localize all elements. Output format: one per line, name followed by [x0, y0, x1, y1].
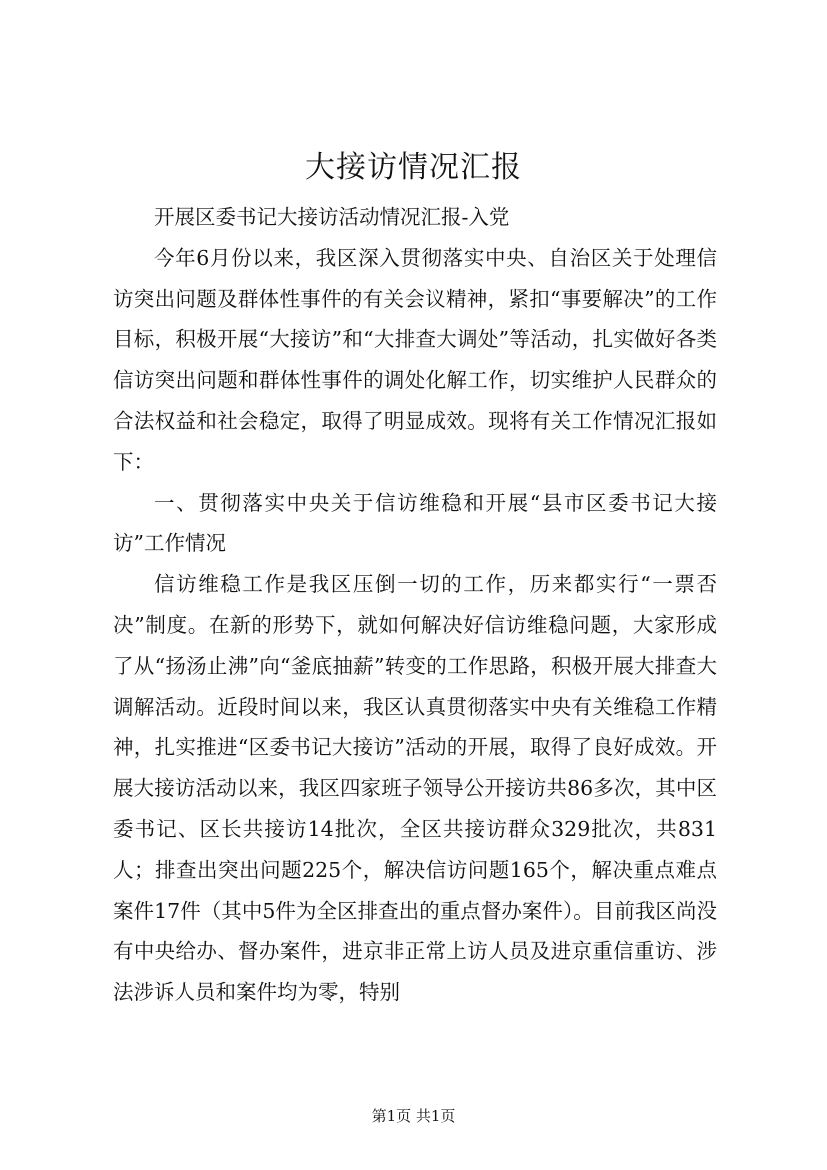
document-body — [113, 197, 717, 1013]
paragraph-intro: 今年6月份以来，我区深入贯彻落实中央、自治区关于处理信访突出问题及群体性事件的有关会议精神，紧扣“事要解决”的工作目标，积极开展“大接访”和“大排查大调处”等活动，扎实做好各类信访突出问题和群体性事件的调处化解工作，切实维护人民群众的合法权益和社会稳定，取得了明显成效。现将有关工作情况汇报如下： — [113, 245, 717, 474]
paragraph-section-body: 信访维稳工作是我区压倒一切的工作，历来都实行“一票否决”制度。在新的形势下，就如何解决好信访维稳问题，大家形成了从“扬汤止沸”向“釜底抽薪”转变的工作思路，积极开展大排查大调解活动。近段时间以来，我区认真贯彻落实中央有关维稳工作精神，扎实推进“区委书记大接访”活动的开展，取得了良好成效。开展大接访活动以来，我区四家班子领导公开接访共86多次，其中区委书记、区长共接访14批次，全区共接访群众329批次，共831人；排查出突出问题225个，解决信访问题165个，解决重点难点案件17件（其中5件为全区排查出的重点督办案件）。目前我区尚没有中央给办、督办案件，进京非正常上访人员及进京重信重访、涉法涉诉人员和案件均为零，特别 — [113, 572, 717, 1005]
paragraph-section-heading: 一、贯彻落实中央关于信访维稳和开展“县市区委书记大接访”工作情况 — [113, 490, 717, 556]
document-title: 大接访情况汇报 — [305, 150, 522, 185]
page-footer: 第1页 共1页 — [371, 1107, 456, 1125]
paragraph-subtitle: 开展区委书记大接访活动情况汇报-入党 — [154, 205, 510, 229]
